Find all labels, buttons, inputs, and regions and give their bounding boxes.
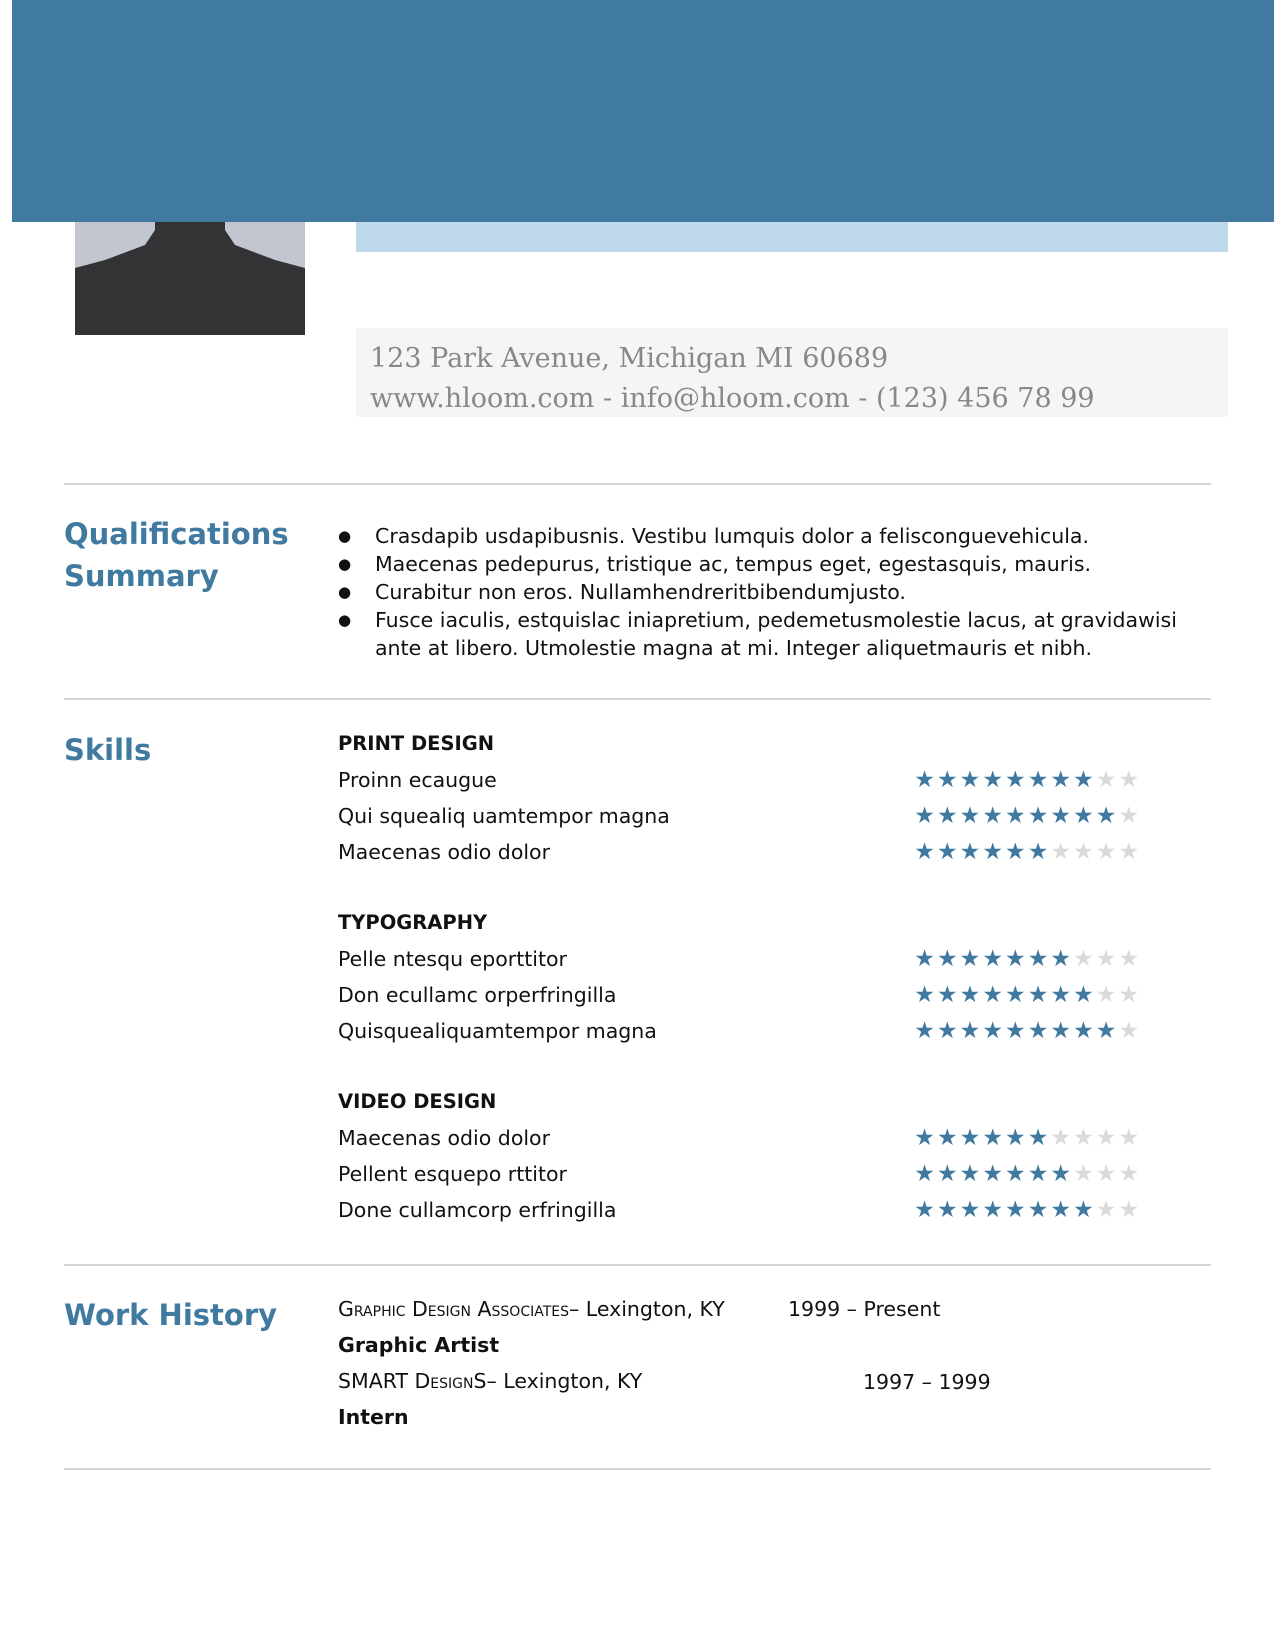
star-empty-icon: ★ <box>1073 1125 1094 1151</box>
star-empty-icon: ★ <box>1073 1161 1094 1187</box>
skill-rating-stars <box>913 1018 1140 1044</box>
section-divider <box>64 698 1211 700</box>
star-filled-icon: ★ <box>936 1161 958 1187</box>
star-filled-icon: ★ <box>914 982 935 1008</box>
star-filled-icon: ★ <box>1005 839 1026 865</box>
star-filled-icon: ★ <box>1005 803 1026 829</box>
star-filled-icon: ★ <box>1027 767 1048 793</box>
star-filled-icon: ★ <box>936 1018 958 1044</box>
star-empty-icon: ★ <box>1095 1161 1116 1187</box>
star-filled-icon: ★ <box>959 839 980 865</box>
skill-name: Pellent esquepo rttitor <box>338 1162 567 1186</box>
star-filled-icon: ★ <box>936 767 958 793</box>
star-empty-icon: ★ <box>1095 1125 1116 1151</box>
star-filled-icon: ★ <box>914 1018 935 1044</box>
star-filled-icon: ★ <box>982 1125 1003 1151</box>
star-filled-icon: ★ <box>1050 803 1071 829</box>
star-filled-icon: ★ <box>1005 767 1026 793</box>
skill-name: Don ecullamc orperfringilla <box>338 983 617 1007</box>
star-filled-icon: ★ <box>1050 1161 1071 1187</box>
star-filled-icon: ★ <box>1005 1018 1026 1044</box>
skill-category-title: TYPOGRAPHY <box>338 911 488 934</box>
star-filled-icon: ★ <box>1027 1197 1048 1223</box>
skill-rating-stars <box>913 803 1140 829</box>
job-employer <box>338 1366 642 1396</box>
job-dates: 1999 – Present <box>788 1297 941 1321</box>
skill-rating-stars <box>913 946 1140 972</box>
star-empty-icon: ★ <box>1118 803 1139 829</box>
star-filled-icon: ★ <box>914 946 935 972</box>
qualification-item: ● Maecenas pedepurus, tristique ac, tempus eget, egestasquis, mauris. <box>338 550 1208 578</box>
skills-heading: Skills <box>64 733 152 767</box>
star-filled-icon: ★ <box>914 1197 935 1223</box>
star-empty-icon: ★ <box>1118 946 1139 972</box>
star-filled-icon: ★ <box>959 1161 980 1187</box>
star-filled-icon: ★ <box>982 1197 1003 1223</box>
job-company: Graphic Design Associates <box>338 1297 569 1321</box>
contact-address: 123 Park Avenue, Michigan MI 60689 <box>370 343 889 374</box>
star-filled-icon: ★ <box>982 803 1003 829</box>
qualifications-heading <box>64 513 289 597</box>
star-filled-icon: ★ <box>1050 982 1071 1008</box>
skill-name: Maecenas odio dolor <box>338 840 551 864</box>
star-empty-icon: ★ <box>1095 946 1116 972</box>
star-filled-icon: ★ <box>1073 1197 1094 1223</box>
star-filled-icon: ★ <box>1027 1161 1048 1187</box>
star-filled-icon: ★ <box>982 839 1003 865</box>
star-empty-icon: ★ <box>1095 767 1116 793</box>
star-filled-icon: ★ <box>982 1161 1003 1187</box>
star-filled-icon: ★ <box>982 1018 1003 1044</box>
star-empty-icon: ★ <box>1073 946 1094 972</box>
star-empty-icon: ★ <box>1095 982 1116 1008</box>
skill-rating-stars <box>913 982 1140 1008</box>
star-filled-icon: ★ <box>959 1018 980 1044</box>
section-divider <box>64 483 1211 485</box>
job-employer <box>338 1294 725 1324</box>
star-filled-icon: ★ <box>982 767 1003 793</box>
star-filled-icon: ★ <box>936 839 958 865</box>
qualification-item: ● Curabitur non eros. Nullamhendreritbibendumjusto. <box>338 578 1208 606</box>
skill-rating-stars <box>913 1161 1140 1187</box>
star-empty-icon: ★ <box>1050 1125 1071 1151</box>
star-filled-icon: ★ <box>1027 982 1048 1008</box>
star-filled-icon: ★ <box>1050 946 1071 972</box>
star-filled-icon: ★ <box>959 803 980 829</box>
skill-rating-stars <box>913 767 1140 793</box>
star-empty-icon: ★ <box>1118 982 1139 1008</box>
star-empty-icon: ★ <box>1050 839 1071 865</box>
job-title: Graphic Artist <box>338 1333 500 1357</box>
work-history-heading: Work History <box>64 1298 278 1332</box>
job-dates: 1997 – 1999 <box>863 1370 991 1394</box>
star-filled-icon: ★ <box>936 946 958 972</box>
star-filled-icon: ★ <box>1027 839 1048 865</box>
star-filled-icon: ★ <box>982 982 1003 1008</box>
job-company: SMART DesignS <box>338 1369 487 1393</box>
star-filled-icon: ★ <box>1027 1125 1048 1151</box>
star-filled-icon: ★ <box>1073 803 1094 829</box>
star-filled-icon: ★ <box>1005 946 1026 972</box>
star-filled-icon: ★ <box>1050 1018 1071 1044</box>
star-filled-icon: ★ <box>936 803 958 829</box>
section-divider <box>64 1468 1211 1470</box>
star-filled-icon: ★ <box>914 1125 935 1151</box>
star-filled-icon: ★ <box>982 946 1003 972</box>
skill-name: Proinn ecaugue <box>338 768 497 792</box>
qualification-item: ● Crasdapib usdapibusnis. Vestibu lumquis dolor a felisconguevehicula. <box>338 522 1208 550</box>
star-filled-icon: ★ <box>914 1161 935 1187</box>
star-filled-icon: ★ <box>1005 1125 1026 1151</box>
star-filled-icon: ★ <box>1073 982 1094 1008</box>
header-band <box>12 0 1274 222</box>
star-filled-icon: ★ <box>1027 803 1048 829</box>
star-filled-icon: ★ <box>959 1125 980 1151</box>
skill-name: Done cullamcorp erfringilla <box>338 1198 617 1222</box>
qualifications-list <box>338 522 1208 662</box>
star-filled-icon: ★ <box>1095 803 1116 829</box>
qualification-item: ● Fusce iaculis, estquislac iniapretium, pedemetusmolestie lacus, at gravidawisi ante at libero. Utmolestie magna at mi. Integer aliquetmauris et nibh. <box>338 606 1208 662</box>
star-filled-icon: ★ <box>959 1197 980 1223</box>
skill-name: Qui squealiq uamtempor magna <box>338 804 670 828</box>
star-filled-icon: ★ <box>1095 1018 1116 1044</box>
skill-name: Quisquealiquamtempor magna <box>338 1019 657 1043</box>
skill-category-title: PRINT DESIGN <box>338 732 495 755</box>
star-empty-icon: ★ <box>1118 1125 1139 1151</box>
star-filled-icon: ★ <box>1027 1018 1048 1044</box>
star-filled-icon: ★ <box>1027 946 1048 972</box>
star-empty-icon: ★ <box>1118 839 1139 865</box>
star-empty-icon: ★ <box>1118 1161 1139 1187</box>
star-filled-icon: ★ <box>1005 982 1026 1008</box>
star-filled-icon: ★ <box>1005 1197 1026 1223</box>
contact-box <box>356 328 1228 417</box>
star-filled-icon: ★ <box>914 803 935 829</box>
skill-name: Pelle ntesqu eporttitor <box>338 947 567 971</box>
star-filled-icon: ★ <box>959 946 980 972</box>
star-empty-icon: ★ <box>1118 1197 1139 1223</box>
skill-rating-stars <box>913 1197 1140 1223</box>
star-filled-icon: ★ <box>914 767 935 793</box>
skill-rating-stars <box>913 839 1140 865</box>
star-filled-icon: ★ <box>936 1197 958 1223</box>
star-empty-icon: ★ <box>1118 767 1139 793</box>
star-empty-icon: ★ <box>1118 1018 1139 1044</box>
skill-category-title: VIDEO DESIGN <box>338 1090 497 1113</box>
star-filled-icon: ★ <box>1005 1161 1026 1187</box>
star-filled-icon: ★ <box>936 982 958 1008</box>
star-filled-icon: ★ <box>914 839 935 865</box>
section-divider <box>64 1264 1211 1266</box>
star-empty-icon: ★ <box>1073 839 1094 865</box>
star-filled-icon: ★ <box>1050 767 1071 793</box>
qualifications-heading-line2: Summary <box>64 559 219 593</box>
star-empty-icon: ★ <box>1095 1197 1116 1223</box>
star-filled-icon: ★ <box>1050 1197 1071 1223</box>
skill-rating-stars <box>913 1125 1140 1151</box>
star-filled-icon: ★ <box>959 767 980 793</box>
contact-web-email-phone: www.hloom.com - info@hloom.com - (123) 456 78 99 <box>370 383 1095 414</box>
star-filled-icon: ★ <box>1073 767 1094 793</box>
star-empty-icon: ★ <box>1095 839 1116 865</box>
job-location: – Lexington, KY <box>569 1297 725 1321</box>
star-filled-icon: ★ <box>936 1125 958 1151</box>
skill-name: Maecenas odio dolor <box>338 1126 551 1150</box>
job-title: Intern <box>338 1405 409 1429</box>
job-location: – Lexington, KY <box>486 1369 643 1393</box>
star-filled-icon: ★ <box>959 982 980 1008</box>
star-filled-icon: ★ <box>1073 1018 1094 1044</box>
qualifications-heading-line1: Qualifications <box>64 517 289 551</box>
